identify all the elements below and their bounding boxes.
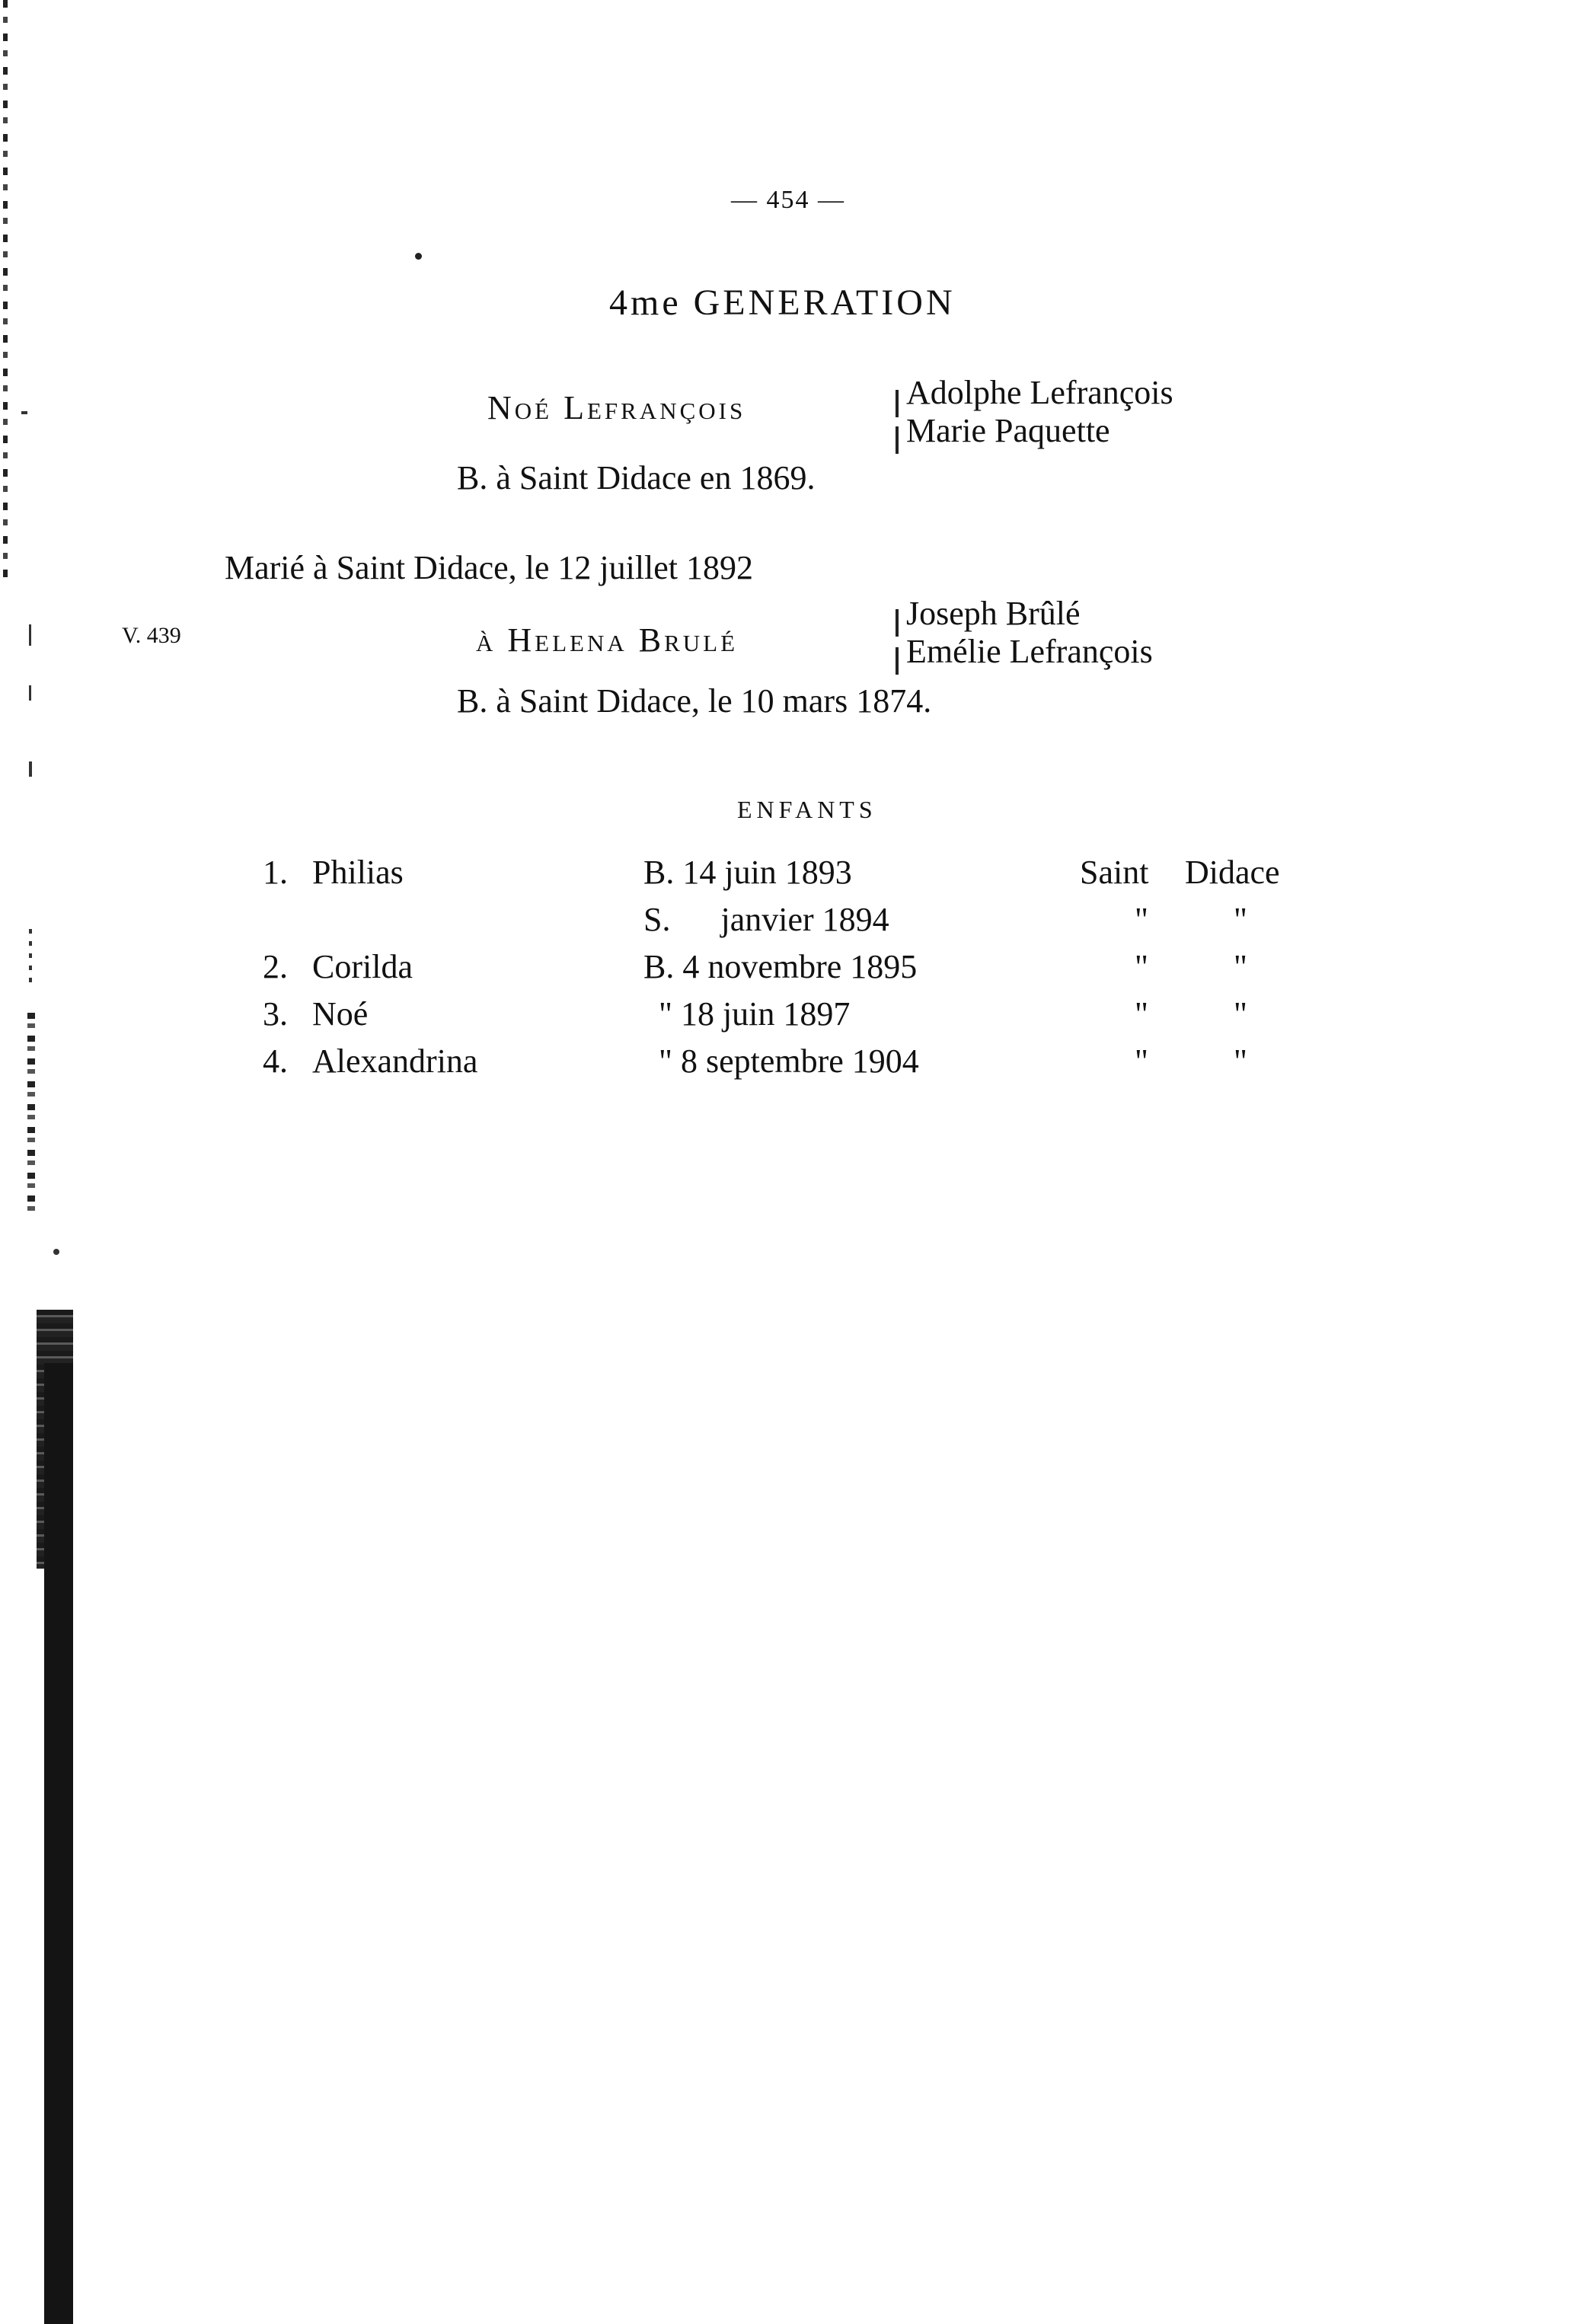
child-name: Alexandrina bbox=[312, 1042, 478, 1080]
husband-birth: B. à Saint Didace en 1869. bbox=[457, 459, 816, 496]
page-number: — 454 — bbox=[731, 186, 845, 214]
parent-brace bbox=[896, 647, 899, 675]
edge-mark bbox=[29, 761, 32, 777]
child-number: 1. bbox=[263, 854, 288, 891]
child-place-a: " bbox=[1135, 948, 1148, 985]
parent-brace bbox=[896, 609, 899, 637]
scan-edge-band bbox=[44, 1363, 73, 2324]
child-event: B. 14 juin 1893 bbox=[643, 854, 852, 891]
husband-mother: Marie Paquette bbox=[906, 412, 1110, 449]
edge-mark bbox=[29, 685, 31, 701]
child-name: Corilda bbox=[312, 948, 413, 985]
edge-mark bbox=[3, 0, 8, 579]
husband-father: Adolphe Lefrançois bbox=[906, 374, 1173, 411]
child-event: " 8 septembre 1904 bbox=[659, 1042, 919, 1080]
child-place-a: Saint bbox=[1080, 854, 1149, 891]
child-place-b: " bbox=[1234, 995, 1247, 1033]
wife-birth: B. à Saint Didace, le 10 mars 1874. bbox=[457, 682, 932, 720]
child-event: B. 4 novembre 1895 bbox=[643, 948, 918, 985]
marriage-text: Marié à Saint Didace, le 12 juillet 1892 bbox=[225, 549, 754, 586]
child-place-b: " bbox=[1234, 948, 1247, 985]
margin-reference: V. 439 bbox=[122, 623, 181, 648]
child-number: 2. bbox=[263, 948, 288, 985]
child-place-a: " bbox=[1135, 995, 1148, 1033]
parent-brace bbox=[896, 426, 899, 454]
child-place-b: " bbox=[1234, 901, 1247, 938]
ink-dot bbox=[415, 253, 422, 260]
wife-name: à Helena Brulé bbox=[476, 621, 739, 659]
child-number: 4. bbox=[263, 1042, 288, 1080]
parent-brace bbox=[896, 390, 899, 417]
child-place-b: Didace bbox=[1185, 854, 1280, 891]
edge-mark bbox=[21, 411, 27, 414]
children-heading: ENFANTS bbox=[737, 796, 877, 823]
edge-mark bbox=[29, 929, 32, 990]
husband-name: Noé Lefrançois bbox=[487, 389, 746, 426]
child-place-a: " bbox=[1135, 901, 1148, 938]
child-place-b: " bbox=[1234, 1042, 1247, 1080]
edge-mark bbox=[53, 1249, 59, 1255]
scan-edge bbox=[0, 0, 46, 2324]
edge-mark bbox=[29, 624, 31, 646]
generation-heading: 4me GENERATION bbox=[609, 283, 956, 323]
child-event: S. janvier 1894 bbox=[643, 901, 889, 938]
child-place-a: " bbox=[1135, 1042, 1148, 1080]
child-name: Noé bbox=[312, 995, 369, 1033]
child-number: 3. bbox=[263, 995, 288, 1033]
child-event: " 18 juin 1897 bbox=[659, 995, 851, 1033]
wife-mother: Emélie Lefrançois bbox=[906, 633, 1153, 670]
child-name: Philias bbox=[312, 854, 404, 891]
edge-mark bbox=[27, 1013, 35, 1211]
wife-father: Joseph Brûlé bbox=[906, 595, 1081, 632]
